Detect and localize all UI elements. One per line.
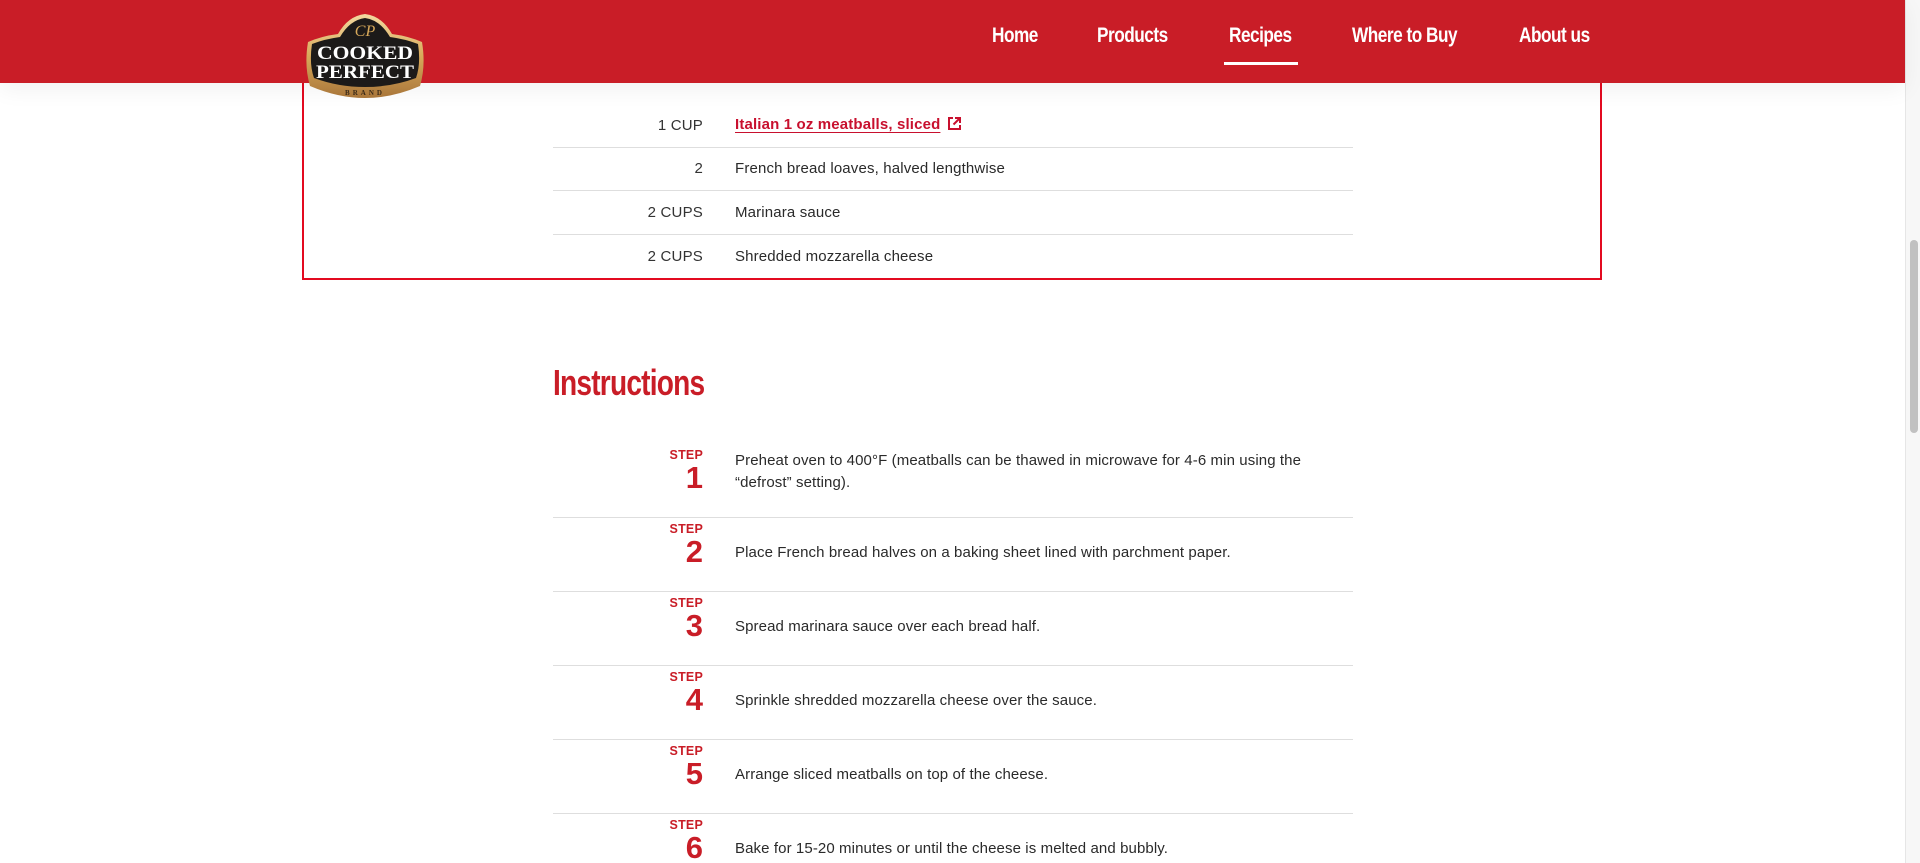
step-label: STEP xyxy=(669,448,703,462)
step-number: 2 xyxy=(685,534,703,569)
ingredient-name: Marinara sauce xyxy=(735,203,841,221)
step-item xyxy=(553,444,1353,518)
step-text: Preheat oven to 400°F (meatballs can be thawed in microwave for 4-6 min using the “defrost” setting). xyxy=(735,452,1302,491)
ingredient-product-link[interactable]: Italian 1 oz meatballs, sliced xyxy=(735,115,941,133)
logo-tagline: BRAND xyxy=(345,89,385,97)
site-header xyxy=(0,0,1905,83)
step-badge xyxy=(553,596,703,641)
step-label: STEP xyxy=(669,670,703,684)
step-badge xyxy=(553,448,703,493)
step-number: 6 xyxy=(685,830,703,863)
step-text: Bake for 15-20 minutes or until the cheese is melted and bubbly. xyxy=(735,840,1169,857)
step-number: 3 xyxy=(685,608,703,643)
ingredient-qty: 2 CUPS xyxy=(647,247,703,265)
step-item xyxy=(553,814,1353,863)
step-label: STEP xyxy=(669,522,703,536)
nav-where-to-buy[interactable]: Where to Buy xyxy=(1352,24,1458,47)
step-badge xyxy=(553,670,703,715)
page-scrollbar[interactable] xyxy=(1905,0,1920,863)
instructions-heading: Instructions xyxy=(553,362,705,403)
scrollbar-thumb[interactable] xyxy=(1910,240,1918,433)
step-item xyxy=(553,740,1353,814)
ingredient-qty: 2 xyxy=(694,160,703,178)
nav-products[interactable]: Products xyxy=(1097,24,1168,47)
nav-home[interactable]: Home xyxy=(992,24,1038,47)
step-label: STEP xyxy=(669,596,703,610)
ingredient-row xyxy=(553,235,1353,279)
step-text: Place French bread halves on a baking sheet lined with parchment paper. xyxy=(735,544,1231,561)
step-badge xyxy=(553,744,703,789)
step-item xyxy=(553,592,1353,666)
main-nav xyxy=(0,0,1905,83)
logo-line1: COOKED xyxy=(317,43,413,64)
step-number: 1 xyxy=(685,460,703,495)
ingredient-name: Shredded mozzarella cheese xyxy=(735,247,934,265)
nav-about-us[interactable]: About us xyxy=(1519,24,1590,47)
ingredient-qty: 2 CUPS xyxy=(647,203,703,221)
step-item xyxy=(553,518,1353,592)
step-badge xyxy=(553,522,703,567)
logo-line2: PERFECT xyxy=(316,62,415,83)
ingredients-list xyxy=(553,104,1353,278)
ingredient-row xyxy=(553,191,1353,235)
ingredient-row xyxy=(553,148,1353,192)
step-text: Arrange sliced meatballs on top of the cheese. xyxy=(735,766,1049,783)
nav-recipes[interactable]: Recipes xyxy=(1229,24,1292,47)
step-badge xyxy=(553,818,703,863)
step-number: 4 xyxy=(685,682,703,717)
brand-logo[interactable] xyxy=(302,12,428,100)
ingredient-name xyxy=(735,116,962,135)
step-text: Sprinkle shredded mozzarella cheese over the sauce. xyxy=(735,692,1097,709)
step-label: STEP xyxy=(669,744,703,758)
step-number: 5 xyxy=(685,756,703,791)
external-link-icon[interactable] xyxy=(947,116,962,135)
ingredient-qty: 1 CUP xyxy=(657,116,703,134)
ingredient-row xyxy=(553,104,1353,148)
step-label: STEP xyxy=(669,818,703,832)
logo-monogram: CP xyxy=(354,23,376,40)
step-item xyxy=(553,666,1353,740)
step-text: Spread marinara sauce over each bread half. xyxy=(735,618,1041,635)
active-nav-indicator xyxy=(1224,62,1298,65)
instructions-list xyxy=(553,444,1353,863)
ingredient-name: French bread loaves, halved lengthwise xyxy=(735,160,1006,178)
